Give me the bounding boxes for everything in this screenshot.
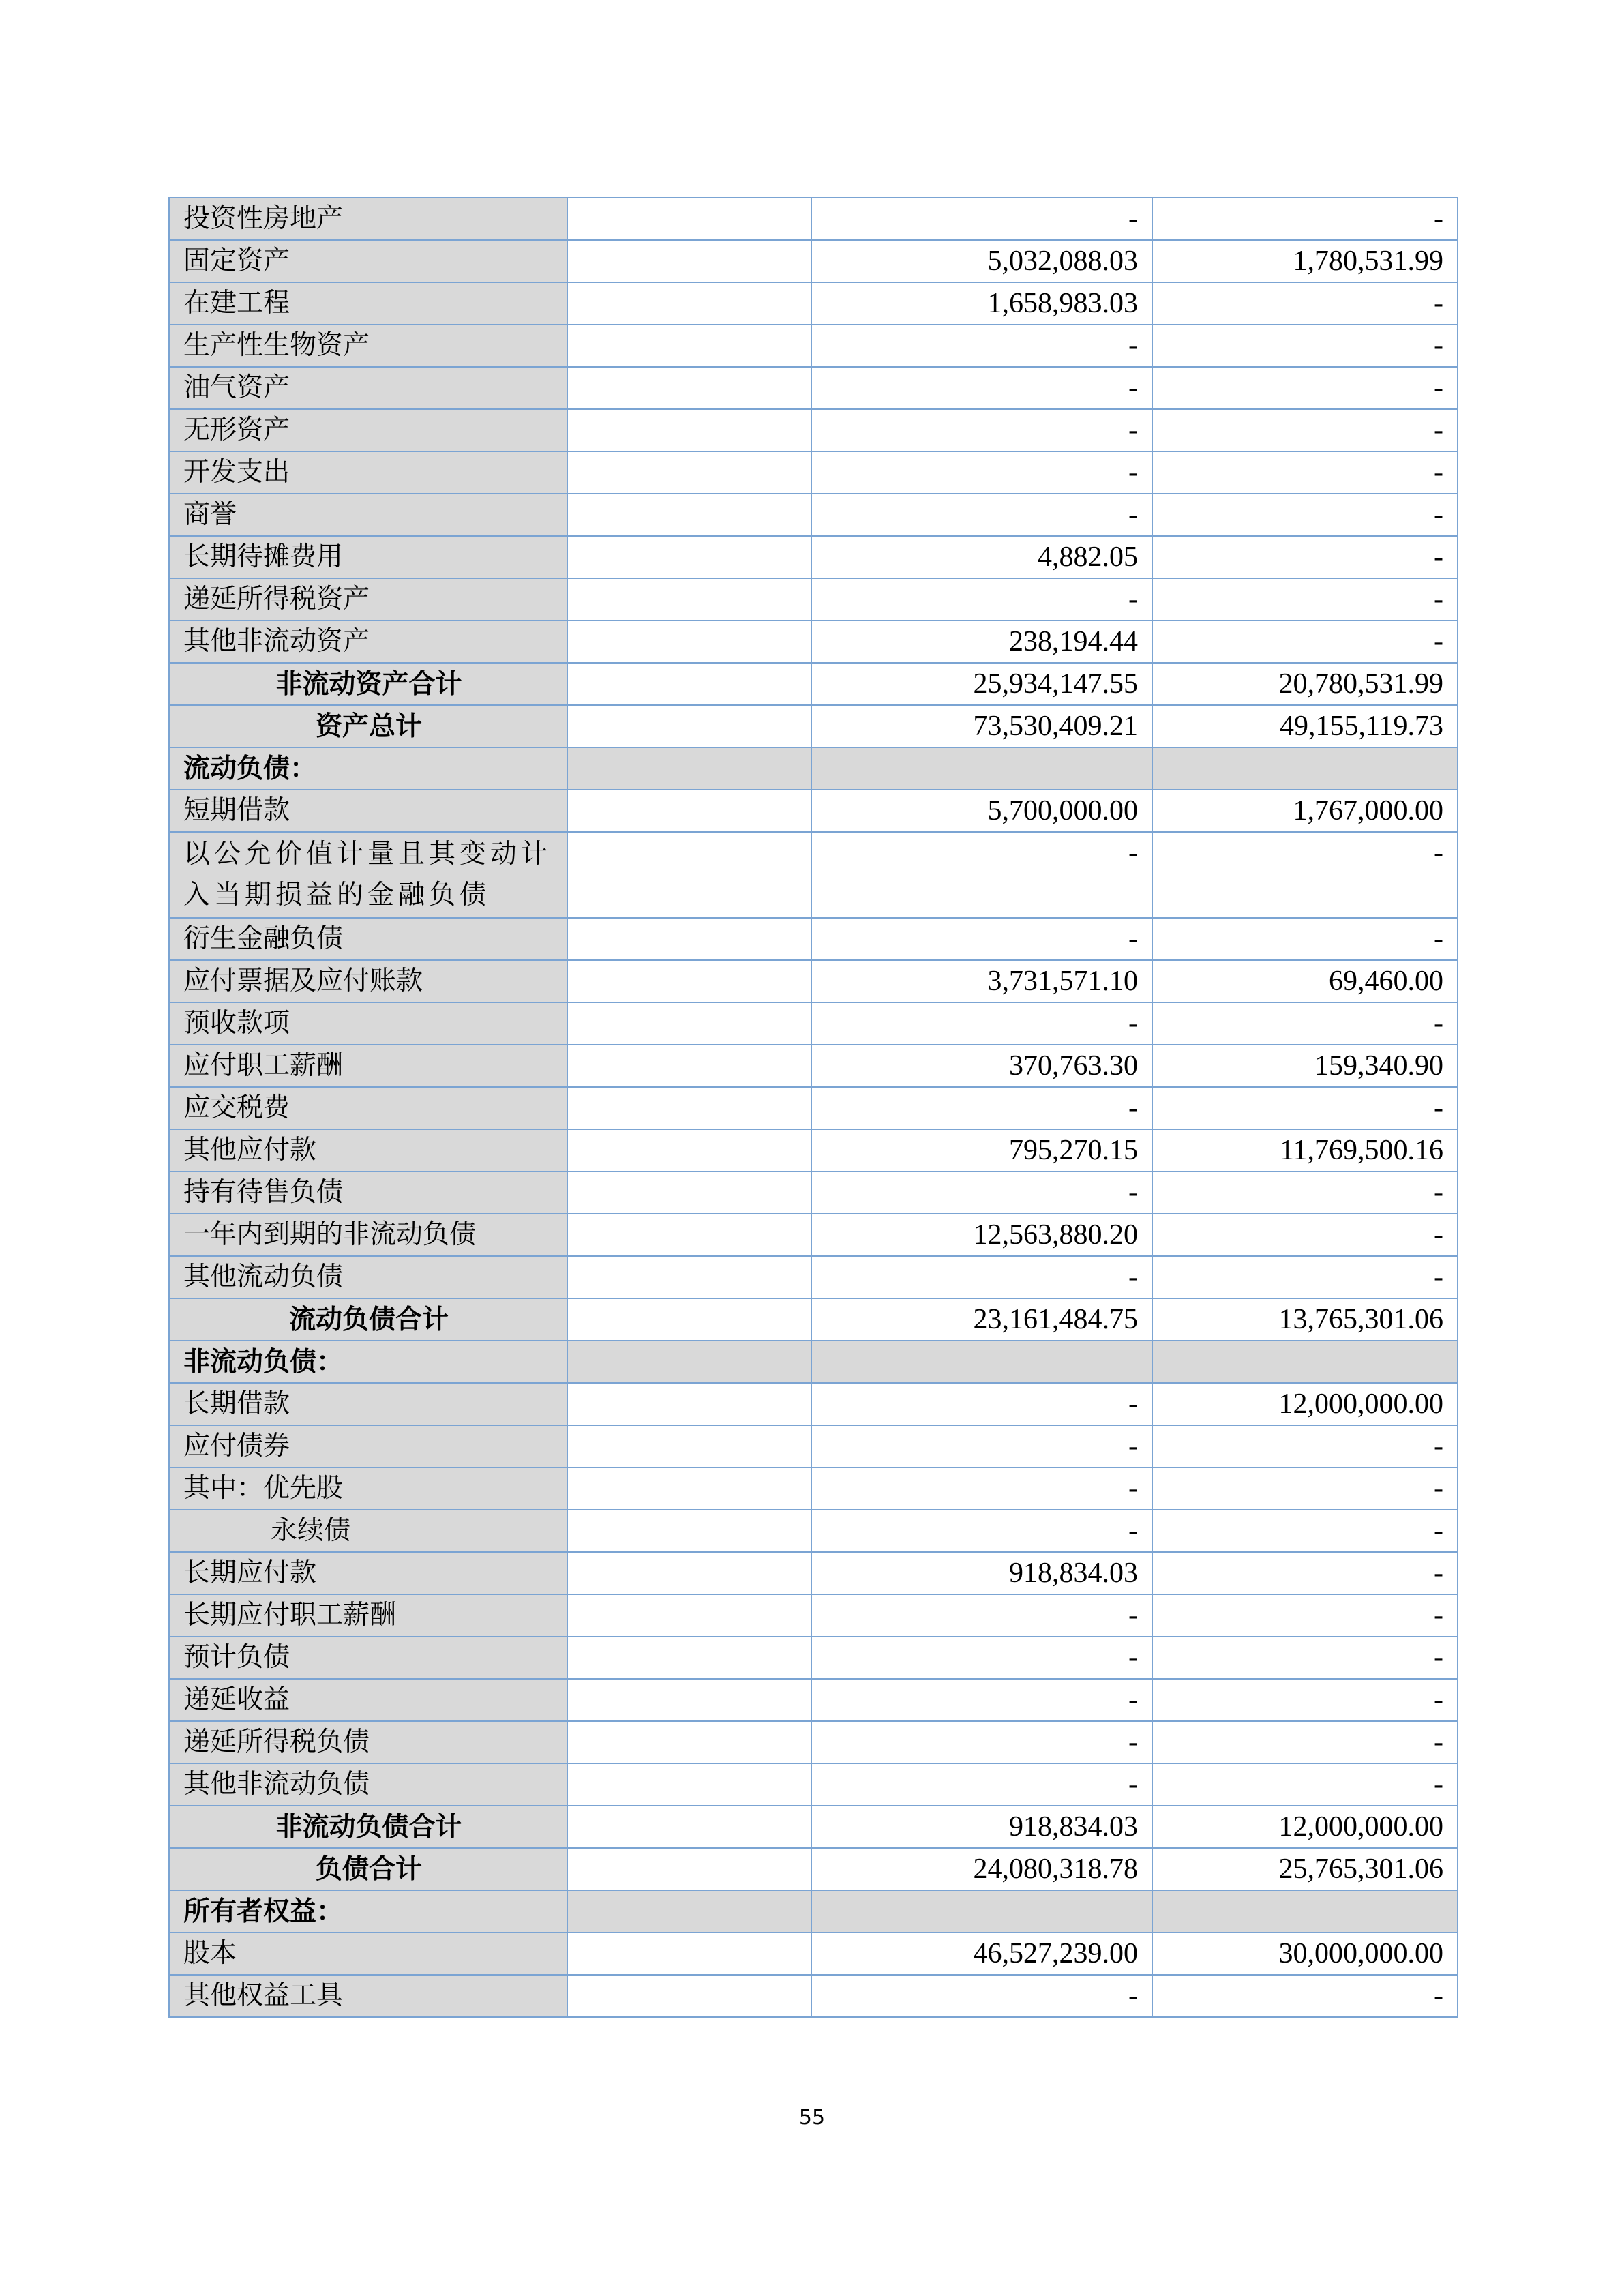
- current-period-value: 12,563,880.20: [811, 1214, 1152, 1256]
- prior-period-value: -: [1152, 1763, 1458, 1806]
- note-cell: [567, 282, 811, 325]
- current-period-value: 795,270.15: [811, 1129, 1152, 1172]
- row-label: 长期待摊费用: [169, 536, 567, 578]
- row-label: 以公允价值计量且其变动计入当期损益的金融负债: [169, 832, 567, 918]
- table-row: [169, 1214, 1458, 1256]
- row-label: 在建工程: [169, 282, 567, 325]
- note-cell: [567, 1129, 811, 1172]
- row-label: 其他应付款: [169, 1129, 567, 1172]
- note-cell: [567, 451, 811, 494]
- prior-period-value: -: [1152, 198, 1458, 240]
- note-cell: [567, 1510, 811, 1552]
- row-label: 短期借款: [169, 790, 567, 832]
- prior-period-value: -: [1152, 1214, 1458, 1256]
- prior-period-value: -: [1152, 409, 1458, 451]
- current-period-value: -: [811, 325, 1152, 367]
- note-cell: [567, 1763, 811, 1806]
- row-label: 负债合计: [169, 1848, 567, 1890]
- prior-period-value: 25,765,301.06: [1152, 1848, 1458, 1890]
- row-label: 开发支出: [169, 451, 567, 494]
- note-cell: [567, 1679, 811, 1721]
- table-row: [169, 1933, 1458, 1975]
- prior-period-value: [1152, 1341, 1458, 1383]
- note-cell: [567, 325, 811, 367]
- table-row: [169, 1045, 1458, 1087]
- prior-period-value: -: [1152, 1552, 1458, 1594]
- prior-period-value: -: [1152, 1425, 1458, 1467]
- section-label: 非流动负债：: [169, 1341, 567, 1383]
- prior-period-value: -: [1152, 325, 1458, 367]
- table-row: [169, 1721, 1458, 1763]
- current-period-value: -: [811, 198, 1152, 240]
- prior-period-value: -: [1152, 1975, 1458, 2017]
- prior-period-value: -: [1152, 1087, 1458, 1129]
- current-period-value: -: [811, 1679, 1152, 1721]
- current-period-value: 238,194.44: [811, 621, 1152, 663]
- current-period-value: 918,834.03: [811, 1552, 1152, 1594]
- prior-period-value: 1,780,531.99: [1152, 240, 1458, 282]
- current-period-value: -: [811, 1172, 1152, 1214]
- note-cell: [567, 1045, 811, 1087]
- row-label: 长期应付款: [169, 1552, 567, 1594]
- note-cell: [567, 578, 811, 621]
- balance-sheet-container: [168, 197, 1457, 2018]
- total-row: [169, 1848, 1458, 1890]
- prior-period-value: 11,769,500.16: [1152, 1129, 1458, 1172]
- prior-period-value: -: [1152, 367, 1458, 409]
- table-row: [169, 1383, 1458, 1425]
- row-label: 油气资产: [169, 367, 567, 409]
- current-period-value: -: [811, 1510, 1152, 1552]
- section-header-row: [169, 747, 1458, 790]
- note-cell: [567, 1848, 811, 1890]
- row-label: 一年内到期的非流动负债: [169, 1214, 567, 1256]
- current-period-value: 5,700,000.00: [811, 790, 1152, 832]
- section-header-row: [169, 1890, 1458, 1933]
- table-row: [169, 536, 1458, 578]
- current-period-value: -: [811, 1763, 1152, 1806]
- note-cell: [567, 1975, 811, 2017]
- note-cell: [567, 1594, 811, 1637]
- current-period-value: -: [811, 1637, 1152, 1679]
- table-row: [169, 1172, 1458, 1214]
- prior-period-value: 159,340.90: [1152, 1045, 1458, 1087]
- row-label: 股本: [169, 1933, 567, 1975]
- section-label: 流动负债：: [169, 747, 567, 790]
- prior-period-value: 20,780,531.99: [1152, 663, 1458, 705]
- row-label: 投资性房地产: [169, 198, 567, 240]
- subtotal-row: [169, 663, 1458, 705]
- prior-period-value: [1152, 1890, 1458, 1933]
- current-period-value: -: [811, 1467, 1152, 1510]
- row-label: 递延所得税资产: [169, 578, 567, 621]
- prior-period-value: -: [1152, 1679, 1458, 1721]
- row-label: 持有待售负债: [169, 1172, 567, 1214]
- row-label: 永续债: [169, 1510, 567, 1552]
- current-period-value: -: [811, 1256, 1152, 1298]
- note-cell: [567, 367, 811, 409]
- note-cell: [567, 1214, 811, 1256]
- row-label: 流动负债合计: [169, 1298, 567, 1341]
- table-row: [169, 960, 1458, 1002]
- note-cell: [567, 409, 811, 451]
- prior-period-value: -: [1152, 1467, 1458, 1510]
- row-label: 应付票据及应付账款: [169, 960, 567, 1002]
- row-label: 应交税费: [169, 1087, 567, 1129]
- prior-period-value: -: [1152, 282, 1458, 325]
- current-period-value: -: [811, 1002, 1152, 1045]
- row-label: 预收款项: [169, 1002, 567, 1045]
- section-label: 所有者权益：: [169, 1890, 567, 1933]
- prior-period-value: -: [1152, 494, 1458, 536]
- table-row: [169, 1594, 1458, 1637]
- table-row: [169, 1256, 1458, 1298]
- prior-period-value: -: [1152, 918, 1458, 960]
- note-cell: [567, 1637, 811, 1679]
- prior-period-value: -: [1152, 1002, 1458, 1045]
- prior-period-value: 12,000,000.00: [1152, 1383, 1458, 1425]
- table-row: [169, 1002, 1458, 1045]
- current-period-value: -: [811, 1087, 1152, 1129]
- row-label: 长期借款: [169, 1383, 567, 1425]
- note-cell: [567, 1383, 811, 1425]
- prior-period-value: 49,155,119.73: [1152, 705, 1458, 747]
- note-cell: [567, 1890, 811, 1933]
- table-row: [169, 451, 1458, 494]
- current-period-value: [811, 1341, 1152, 1383]
- note-cell: [567, 494, 811, 536]
- row-label: 无形资产: [169, 409, 567, 451]
- table-row: [169, 1087, 1458, 1129]
- prior-period-value: -: [1152, 451, 1458, 494]
- current-period-value: 46,527,239.00: [811, 1933, 1152, 1975]
- current-period-value: -: [811, 578, 1152, 621]
- prior-period-value: [1152, 747, 1458, 790]
- prior-period-value: -: [1152, 832, 1458, 918]
- current-period-value: [811, 1890, 1152, 1933]
- note-cell: [567, 1425, 811, 1467]
- note-cell: [567, 1087, 811, 1129]
- table-row: [169, 1637, 1458, 1679]
- row-label: 非流动资产合计: [169, 663, 567, 705]
- note-cell: [567, 1721, 811, 1763]
- prior-period-value: -: [1152, 1594, 1458, 1637]
- current-period-value: [811, 747, 1152, 790]
- note-cell: [567, 536, 811, 578]
- row-label: 预计负债: [169, 1637, 567, 1679]
- prior-period-value: -: [1152, 578, 1458, 621]
- table-row: [169, 240, 1458, 282]
- note-cell: [567, 1467, 811, 1510]
- row-label: 应付债券: [169, 1425, 567, 1467]
- table-row: [169, 1425, 1458, 1467]
- current-period-value: 3,731,571.10: [811, 960, 1152, 1002]
- row-label: 非流动负债合计: [169, 1806, 567, 1848]
- table-row: [169, 1510, 1458, 1552]
- row-label: 其他非流动负债: [169, 1763, 567, 1806]
- note-cell: [567, 747, 811, 790]
- note-cell: [567, 663, 811, 705]
- note-cell: [567, 198, 811, 240]
- current-period-value: -: [811, 409, 1152, 451]
- current-period-value: 4,882.05: [811, 536, 1152, 578]
- current-period-value: -: [811, 1383, 1152, 1425]
- balance-sheet-table: [168, 197, 1458, 2018]
- current-period-value: -: [811, 451, 1152, 494]
- prior-period-value: -: [1152, 621, 1458, 663]
- prior-period-value: -: [1152, 1510, 1458, 1552]
- note-cell: [567, 790, 811, 832]
- row-label: 其他非流动资产: [169, 621, 567, 663]
- current-period-value: 918,834.03: [811, 1806, 1152, 1848]
- note-cell: [567, 621, 811, 663]
- current-period-value: 73,530,409.21: [811, 705, 1152, 747]
- current-period-value: -: [811, 1594, 1152, 1637]
- row-label: 递延所得税负债: [169, 1721, 567, 1763]
- current-period-value: -: [811, 1721, 1152, 1763]
- note-cell: [567, 832, 811, 918]
- table-row: [169, 282, 1458, 325]
- row-label: 其他权益工具: [169, 1975, 567, 2017]
- row-label: 其中：优先股: [169, 1467, 567, 1510]
- current-period-value: -: [811, 832, 1152, 918]
- prior-period-value: -: [1152, 1721, 1458, 1763]
- prior-period-value: -: [1152, 1256, 1458, 1298]
- note-cell: [567, 1341, 811, 1383]
- prior-period-value: 30,000,000.00: [1152, 1933, 1458, 1975]
- subtotal-row: [169, 1298, 1458, 1341]
- prior-period-value: 13,765,301.06: [1152, 1298, 1458, 1341]
- prior-period-value: -: [1152, 1637, 1458, 1679]
- current-period-value: 24,080,318.78: [811, 1848, 1152, 1890]
- prior-period-value: 69,460.00: [1152, 960, 1458, 1002]
- note-cell: [567, 1552, 811, 1594]
- current-period-value: 1,658,983.03: [811, 282, 1152, 325]
- current-period-value: -: [811, 494, 1152, 536]
- note-cell: [567, 918, 811, 960]
- current-period-value: 25,934,147.55: [811, 663, 1152, 705]
- note-cell: [567, 960, 811, 1002]
- row-label: 生产性生物资产: [169, 325, 567, 367]
- row-label: 递延收益: [169, 1679, 567, 1721]
- current-period-value: -: [811, 918, 1152, 960]
- prior-period-value: -: [1152, 1172, 1458, 1214]
- row-label: 长期应付职工薪酬: [169, 1594, 567, 1637]
- table-row: [169, 1763, 1458, 1806]
- current-period-value: -: [811, 1975, 1152, 2017]
- current-period-value: 370,763.30: [811, 1045, 1152, 1087]
- table-row: [169, 1467, 1458, 1510]
- table-row: [169, 494, 1458, 536]
- table-row: [169, 832, 1458, 918]
- note-cell: [567, 1256, 811, 1298]
- section-header-row: [169, 1341, 1458, 1383]
- table-row: [169, 578, 1458, 621]
- row-label: 固定资产: [169, 240, 567, 282]
- note-cell: [567, 240, 811, 282]
- table-row: [169, 1129, 1458, 1172]
- prior-period-value: 12,000,000.00: [1152, 1806, 1458, 1848]
- table-row: [169, 621, 1458, 663]
- row-label: 其他流动负债: [169, 1256, 567, 1298]
- current-period-value: 5,032,088.03: [811, 240, 1152, 282]
- table-row: [169, 1975, 1458, 2017]
- note-cell: [567, 705, 811, 747]
- table-row: [169, 325, 1458, 367]
- table-row: [169, 367, 1458, 409]
- note-cell: [567, 1172, 811, 1214]
- total-row: [169, 705, 1458, 747]
- current-period-value: -: [811, 1425, 1152, 1467]
- table-row: [169, 918, 1458, 960]
- prior-period-value: -: [1152, 536, 1458, 578]
- row-label: 资产总计: [169, 705, 567, 747]
- row-label: 衍生金融负债: [169, 918, 567, 960]
- table-row: [169, 1552, 1458, 1594]
- note-cell: [567, 1298, 811, 1341]
- row-label: 应付职工薪酬: [169, 1045, 567, 1087]
- current-period-value: -: [811, 367, 1152, 409]
- note-cell: [567, 1002, 811, 1045]
- page-number: 55: [798, 2106, 826, 2130]
- note-cell: [567, 1806, 811, 1848]
- subtotal-row: [169, 1806, 1458, 1848]
- note-cell: [567, 1933, 811, 1975]
- current-period-value: 23,161,484.75: [811, 1298, 1152, 1341]
- table-row: [169, 409, 1458, 451]
- row-label: 商誉: [169, 494, 567, 536]
- table-row: [169, 790, 1458, 832]
- prior-period-value: 1,767,000.00: [1152, 790, 1458, 832]
- table-row: [169, 198, 1458, 240]
- table-row: [169, 1679, 1458, 1721]
